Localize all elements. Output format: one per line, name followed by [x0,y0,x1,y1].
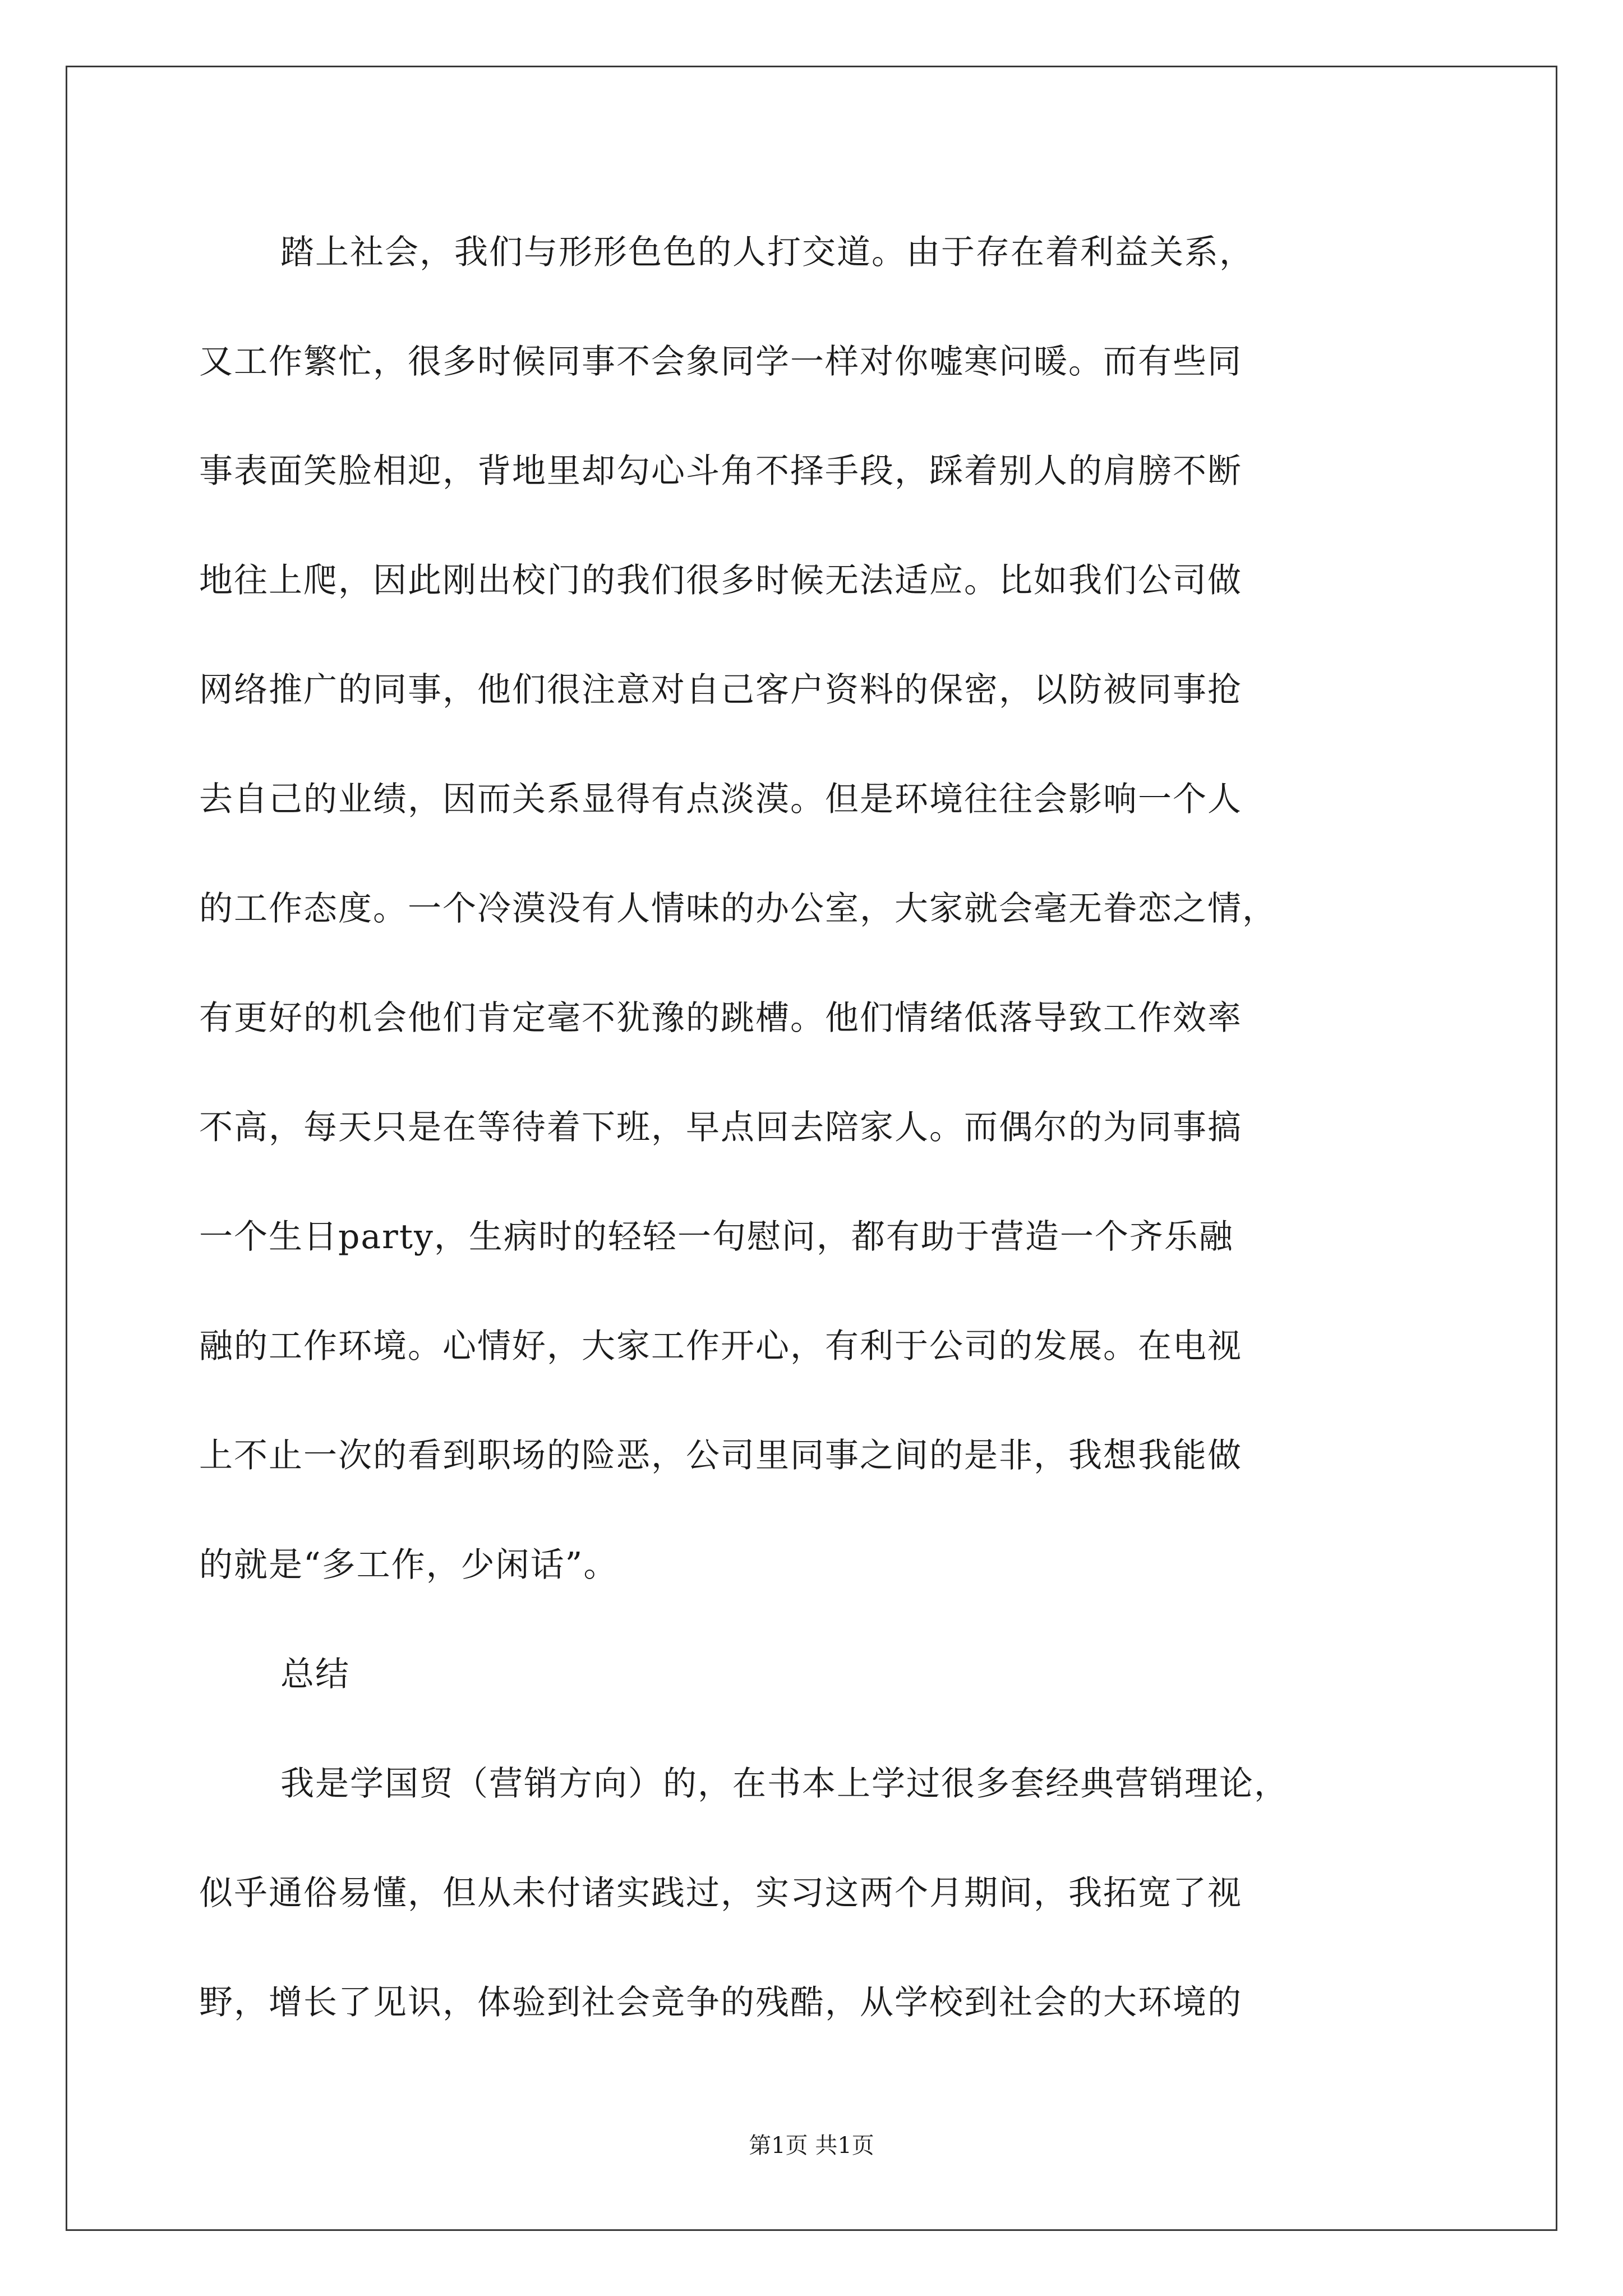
text-line: 不高，每天只是在等待着下班，早点回去陪家人。而偶尔的为同事搞 [199,1108,1242,1147]
text-line: 有更好的机会他们肯定毫不犹豫的跳槽。他们情绪低落导致工作效率 [199,999,1242,1038]
text-line: 的工作态度。一个冷漠没有人情味的办公室，大家就会毫无眷恋之情， [199,889,1277,928]
text-line: 踏上社会，我们与形形色色的人打交道。由于存在着利益关系， [280,233,1254,272]
text-line: 上不止一次的看到职场的险恶，公司里同事之间的是非，我想我能做 [199,1436,1242,1475]
text-line: 地往上爬，因此刚出校门的我们很多时候无法适应。比如我们公司做 [199,561,1242,600]
text-line: 似乎通俗易懂，但从未付诸实践过，实习这两个月期间，我拓宽了视 [199,1874,1242,1913]
text-line: 一个生日party，生病时的轻轻一句慰问，都有助于营造一个齐乐融 [199,1217,1234,1257]
text-line: 事表面笑脸相迎，背地里却勾心斗角不择手段，踩着别人的肩膀不断 [199,452,1242,491]
page-number-footer: 第1页 共1页 [749,2133,874,2159]
text-line: 融的工作环境。心情好，大家工作开心，有利于公司的发展。在电视 [199,1327,1242,1366]
text-line: 又工作繁忙，很多时候同事不会象同学一样对你嘘寒问暖。而有些同 [199,342,1242,381]
text-line: 的就是“多工作，少闲话”。 [199,1545,619,1585]
text-line: 野，增长了见识，体验到社会竞争的残酷，从学校到社会的大环境的 [199,1983,1242,2022]
text-line: 网络推广的同事，他们很注意对自己客户资料的保密，以防被同事抢 [199,670,1242,710]
text-line: 去自己的业绩，因而关系显得有点淡漠。但是环境往往会影响一个人 [199,780,1242,819]
section-heading: 总结 [280,1655,350,1694]
text-line: 我是学国贸（营销方向）的，在书本上学过很多套经典营销理论， [280,1764,1289,1803]
